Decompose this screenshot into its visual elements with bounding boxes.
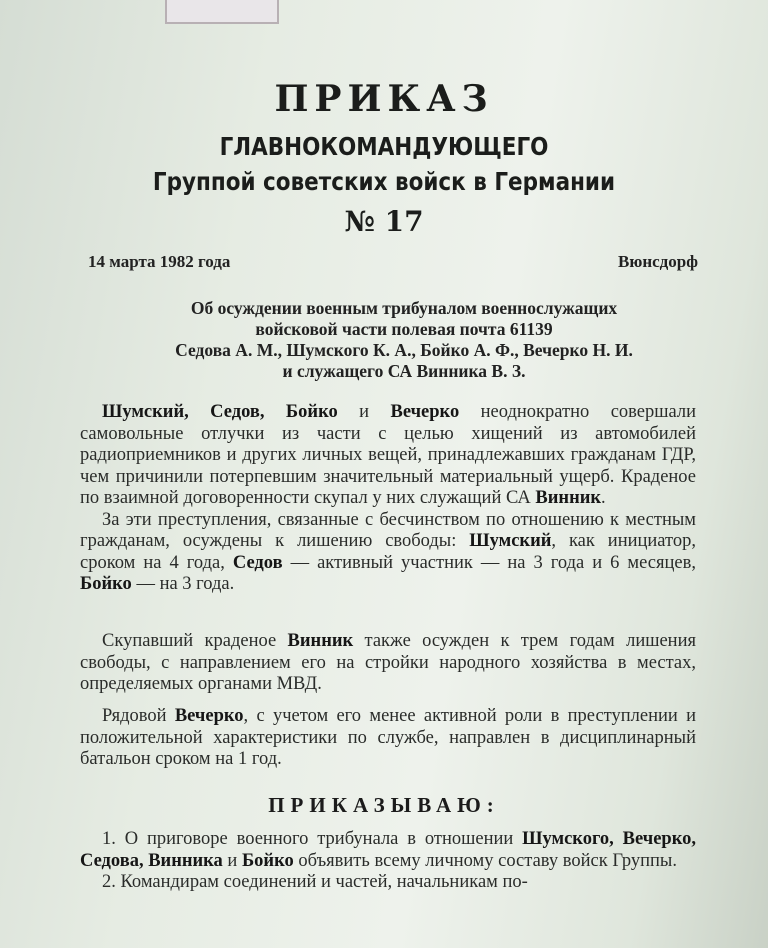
order-subject (80, 298, 728, 382)
name-bold: Седов (232, 552, 283, 573)
text-span: . (601, 488, 606, 508)
issuer-organization: Группой советских войск в Германии (152, 167, 616, 196)
order-items (80, 829, 696, 894)
paragraph-1 (80, 402, 696, 596)
paragraph-3 (80, 706, 696, 771)
document-title: ПРИКАЗ (274, 78, 494, 120)
text-span: неоднократно совершали самовольные отлучки из части с целью хищений из автомобилей радиоприемников и других личных вещей, принадлежавших гражданам ГДР, чем причинили потерпевшим значительный материальный ущерб. Краденое по взаимной договоренности скупал у них служащий СА (80, 402, 696, 508)
text-span: и (222, 850, 242, 871)
stamp-edge (165, 0, 279, 24)
text-span: — активный участник — на 3 года и 6 месяцев, (282, 552, 696, 573)
subject-line: и служащего СА Винника В. З. (282, 361, 526, 381)
paragraph-2 (80, 631, 696, 696)
order-number: № 17 (344, 205, 424, 238)
name-bold: Бойко (80, 574, 132, 594)
order-date: 14 марта 1982 года (88, 252, 231, 271)
name-bold: Вечерко (390, 402, 460, 422)
text-span: 1. О приговоре военного трибунала в отношении (102, 829, 523, 849)
text-span: , с учетом его менее активной роли в преступлении и положительной характеристики по службе, направлен в дисциплинарный батальон сроком на 1 год. (80, 706, 697, 769)
name-bold: Бойко (241, 850, 294, 871)
text-span: и (337, 402, 391, 422)
issuer-title: ГЛАВНОКОМАНДУЮЩЕГО (219, 132, 549, 161)
name-bold: Шумский (469, 531, 552, 551)
name-bold: Винник (535, 488, 602, 508)
name-bold: Винник (287, 631, 354, 651)
text-span: Рядовой (102, 706, 175, 726)
text-span: — на 3 года. (131, 574, 235, 594)
subject-line: Седова А. М., Шумского К. А., Бойко А. Ф., Вечерко Н. И. (175, 340, 633, 360)
text-span: Скупавший краденое (102, 631, 288, 651)
text-span: , как инициатор, сроком на 4 года, (80, 531, 696, 573)
text-span: За эти преступления, связанные с бесчинством по отношению к местным гражданам, осуждены к лишению свободы: (80, 509, 696, 551)
order-heading: ПРИКАЗЫВАЮ: (268, 793, 500, 817)
text-span: объявить всему личному составу войск Группы. (293, 850, 677, 871)
names-bold: Шумского, Вечерко, Седова, Винника (80, 829, 696, 871)
text-span: также осужден к трем годам лишения свободы, с направлением его на стройки народного хозяйства в местах, определяемых органами МВД. (80, 631, 696, 694)
order-item-2: 2. Командирам соединений и частей, начальникам по- (102, 872, 528, 892)
order-place: Вюнсдорф (618, 252, 698, 271)
subject-line: Об осуждении военным трибуналом военнослужащих (190, 298, 618, 318)
names-bold: Шумский, Седов, Бойко (102, 402, 338, 422)
subject-line: войсковой части полевая почта 61139 (255, 319, 553, 339)
name-bold: Вечерко (174, 706, 244, 726)
